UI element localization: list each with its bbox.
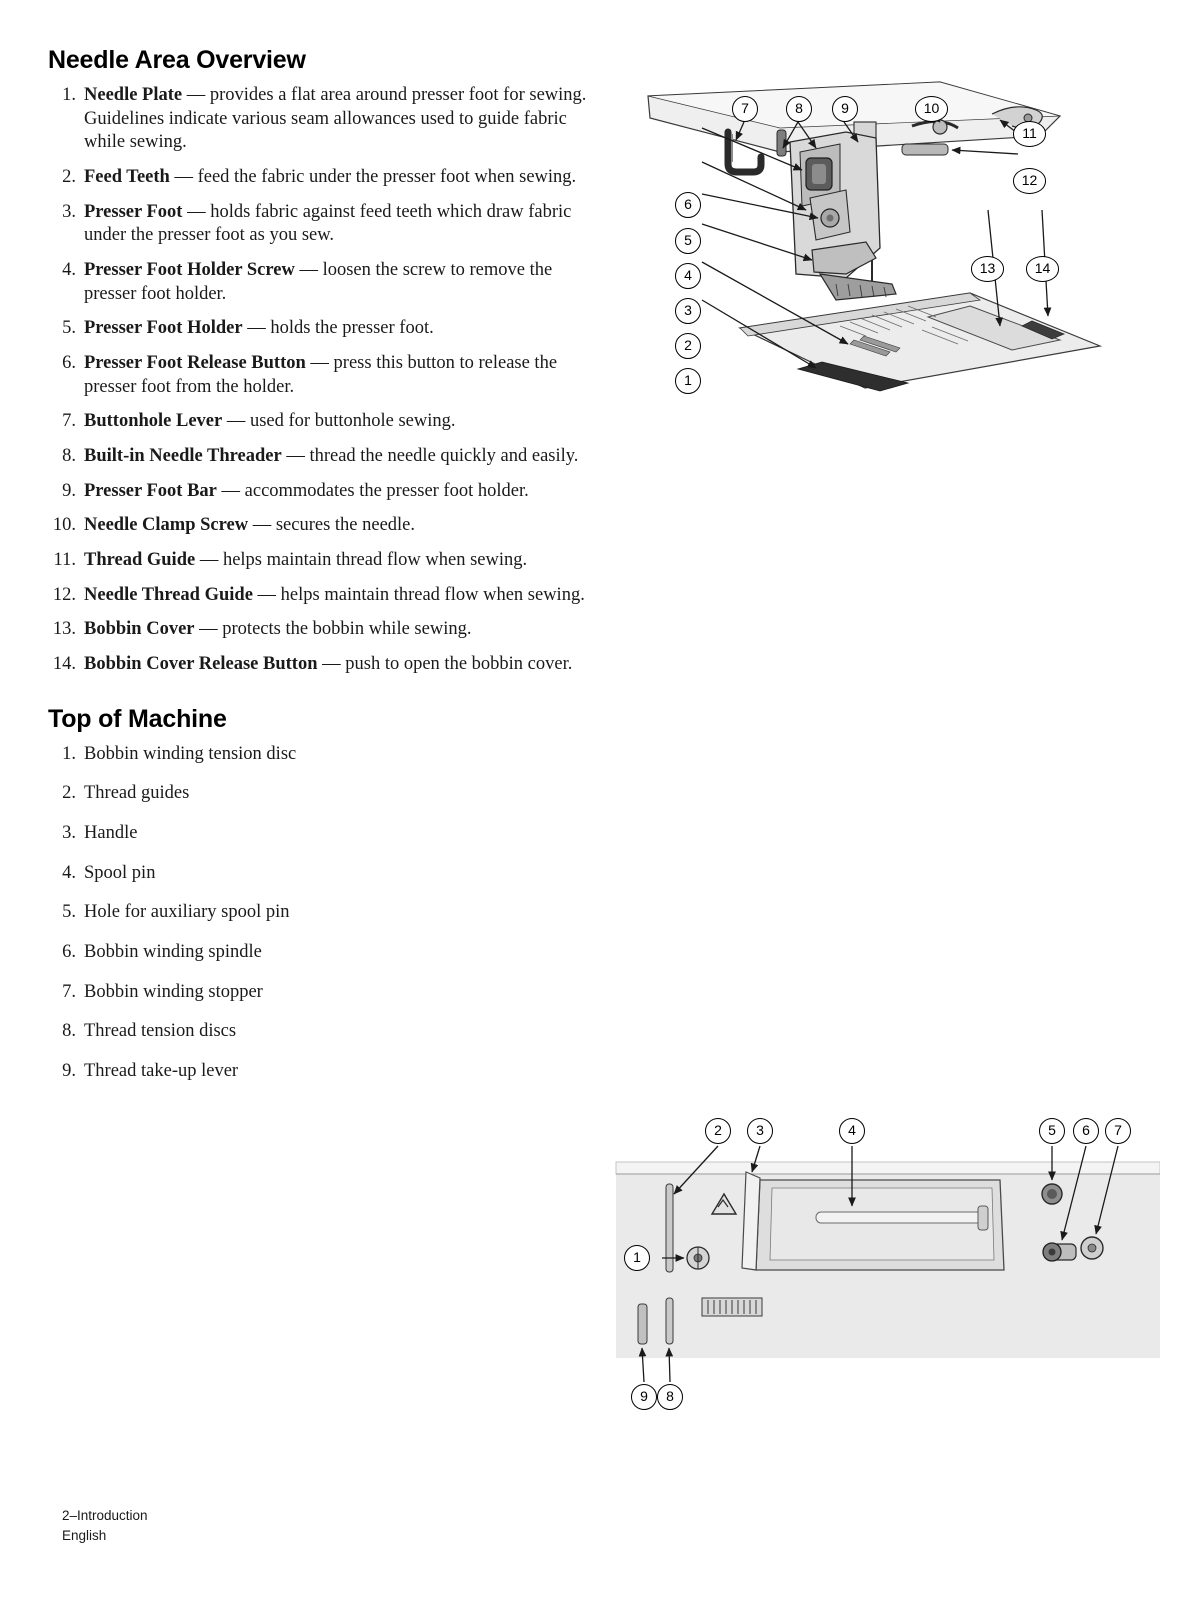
callout-1: 1 (675, 368, 701, 394)
list-desc: — feed the fabric under the presser foot when sewing. (169, 167, 577, 188)
list-desc: Thread guides (84, 783, 190, 804)
callout-5: 5 (675, 228, 701, 254)
list-item (48, 743, 588, 767)
callout-3: 3 (675, 298, 701, 324)
callout-6: 6 (1073, 1118, 1099, 1144)
list-term: Presser Foot Bar (84, 480, 217, 501)
list-number: 2. (62, 783, 76, 804)
top-of-machine-diagram (600, 1110, 1160, 1410)
callout-11: 11 (1013, 121, 1046, 147)
top-of-machine-illustration (600, 1110, 1160, 1410)
list-desc: Hole for auxiliary spool pin (84, 902, 290, 923)
callout-14: 14 (1026, 256, 1059, 282)
list-item (48, 445, 588, 469)
list-desc: Bobbin winding tension disc (84, 743, 297, 764)
list-item (48, 352, 588, 399)
list-item (48, 941, 588, 965)
list-desc: — press this button to release the presser foot from the holder. (84, 353, 558, 397)
needle-area-diagram (640, 78, 1160, 398)
page-footer (62, 1506, 148, 1545)
callout-2: 2 (675, 333, 701, 359)
list-desc: — protects the bobbin while sewing. (194, 619, 472, 640)
callout-6: 6 (675, 192, 701, 218)
list-number: 8. (62, 446, 76, 467)
list-item (48, 259, 588, 306)
list-term: Needle Plate (84, 85, 183, 105)
list-term: Buttonhole Lever (84, 411, 223, 432)
callout-13: 13 (971, 256, 1004, 282)
callout-4: 4 (839, 1118, 865, 1144)
callout-2: 2 (705, 1118, 731, 1144)
list-item (48, 822, 588, 846)
list-term: Presser Foot Release Button (84, 353, 306, 374)
list-desc: Thread take-up lever (84, 1061, 239, 1082)
footer-language: English (62, 1527, 107, 1543)
list-number: 13. (52, 619, 76, 640)
list-number: 2. (62, 167, 76, 188)
list-term: Presser Foot Holder Screw (84, 260, 295, 281)
list-number: 3. (62, 201, 76, 222)
list-desc: Handle (84, 823, 138, 844)
list-desc: — loosen the screw to remove the presser foot holder. (84, 260, 553, 304)
list-item (48, 618, 588, 642)
callout-12: 12 (1013, 168, 1046, 194)
list-item (48, 166, 588, 190)
list-item (48, 901, 588, 925)
list-desc: — secures the needle. (248, 515, 416, 536)
list-desc: Thread tension discs (84, 1021, 237, 1042)
list-term: Built-in Needle Threader (84, 446, 282, 467)
section-title-top-of-machine: Top of Machine (48, 704, 227, 733)
list-desc: Spool pin (84, 862, 156, 883)
list-desc: — helps maintain thread flow when sewing. (252, 584, 585, 605)
list-desc: — provides a flat area around presser foot for sewing. Guidelines indicate various seam allowances used to guide fabric while sewing. (84, 85, 587, 153)
list-number: 14. (52, 654, 76, 675)
list-desc: — used for buttonhole sewing. (222, 411, 456, 432)
callout-3: 3 (747, 1118, 773, 1144)
text-column (48, 46, 588, 1100)
list-desc: — holds the presser foot. (242, 318, 434, 339)
list-item (48, 1060, 588, 1084)
list-item (48, 1020, 588, 1044)
list-term: Bobbin Cover Release Button (84, 654, 318, 675)
list-term: Presser Foot Holder (84, 318, 243, 339)
list-number: 4. (62, 260, 76, 281)
list-number: 11. (53, 550, 76, 571)
list-term: Thread Guide (84, 550, 196, 571)
callout-7: 7 (732, 96, 758, 122)
needle-area-illustration (640, 78, 1160, 398)
list-number: 4. (62, 862, 76, 883)
list-desc: — holds fabric against feed teeth which draw fabric under the presser foot as you sew. (84, 201, 572, 246)
list-term: Presser Foot (84, 201, 183, 222)
callout-7: 7 (1105, 1118, 1131, 1144)
list-number: 3. (62, 823, 76, 844)
list-item (48, 410, 588, 434)
callout-5: 5 (1039, 1118, 1065, 1144)
list-item (48, 514, 588, 538)
list-desc: — helps maintain thread flow when sewing. (195, 550, 528, 571)
list-item (48, 480, 588, 504)
list-number: 7. (62, 981, 76, 1002)
list-item (48, 981, 588, 1005)
list-number: 12. (52, 584, 76, 605)
callout-8: 8 (786, 96, 812, 122)
list-number: 9. (62, 1061, 76, 1082)
callout-4: 4 (675, 263, 701, 289)
list-desc: Bobbin winding spindle (84, 942, 262, 963)
list-number: 9. (62, 480, 76, 501)
list-item (48, 549, 588, 573)
callout-8: 8 (657, 1384, 683, 1410)
list-item (48, 84, 588, 155)
list-number: 8. (62, 1021, 76, 1042)
list-desc: — push to open the bobbin cover. (317, 654, 573, 675)
footer-section: 2–Introduction (62, 1508, 148, 1523)
list-term: Needle Thread Guide (84, 584, 253, 605)
callout-9: 9 (832, 96, 858, 122)
list-number: 6. (62, 942, 76, 963)
list-number: 10. (52, 515, 76, 536)
list-number: 5. (62, 902, 76, 923)
list-number: 5. (62, 318, 76, 339)
list-item (48, 782, 588, 806)
page-title: Needle Area Overview (48, 46, 306, 74)
list-desc: — accommodates the presser foot holder. (216, 480, 529, 501)
list-term: Needle Clamp Screw (84, 515, 249, 536)
callout-10: 10 (915, 96, 948, 122)
list-item (48, 653, 588, 677)
list-item (48, 201, 588, 248)
list-number: 1. (62, 743, 76, 764)
list-item (48, 862, 588, 886)
list-item (48, 317, 588, 341)
callout-9: 9 (631, 1384, 657, 1410)
list-number: 1. (62, 85, 76, 105)
needle-area-list (48, 84, 588, 677)
top-of-machine-list (48, 743, 588, 1084)
list-item (48, 584, 588, 608)
list-number: 6. (62, 353, 76, 374)
list-number: 7. (62, 411, 76, 432)
callout-1: 1 (624, 1245, 650, 1271)
list-term: Bobbin Cover (84, 619, 195, 640)
list-desc: Bobbin winding stopper (84, 981, 263, 1002)
list-desc: — thread the needle quickly and easily. (281, 446, 579, 467)
list-term: Feed Teeth (84, 167, 170, 188)
